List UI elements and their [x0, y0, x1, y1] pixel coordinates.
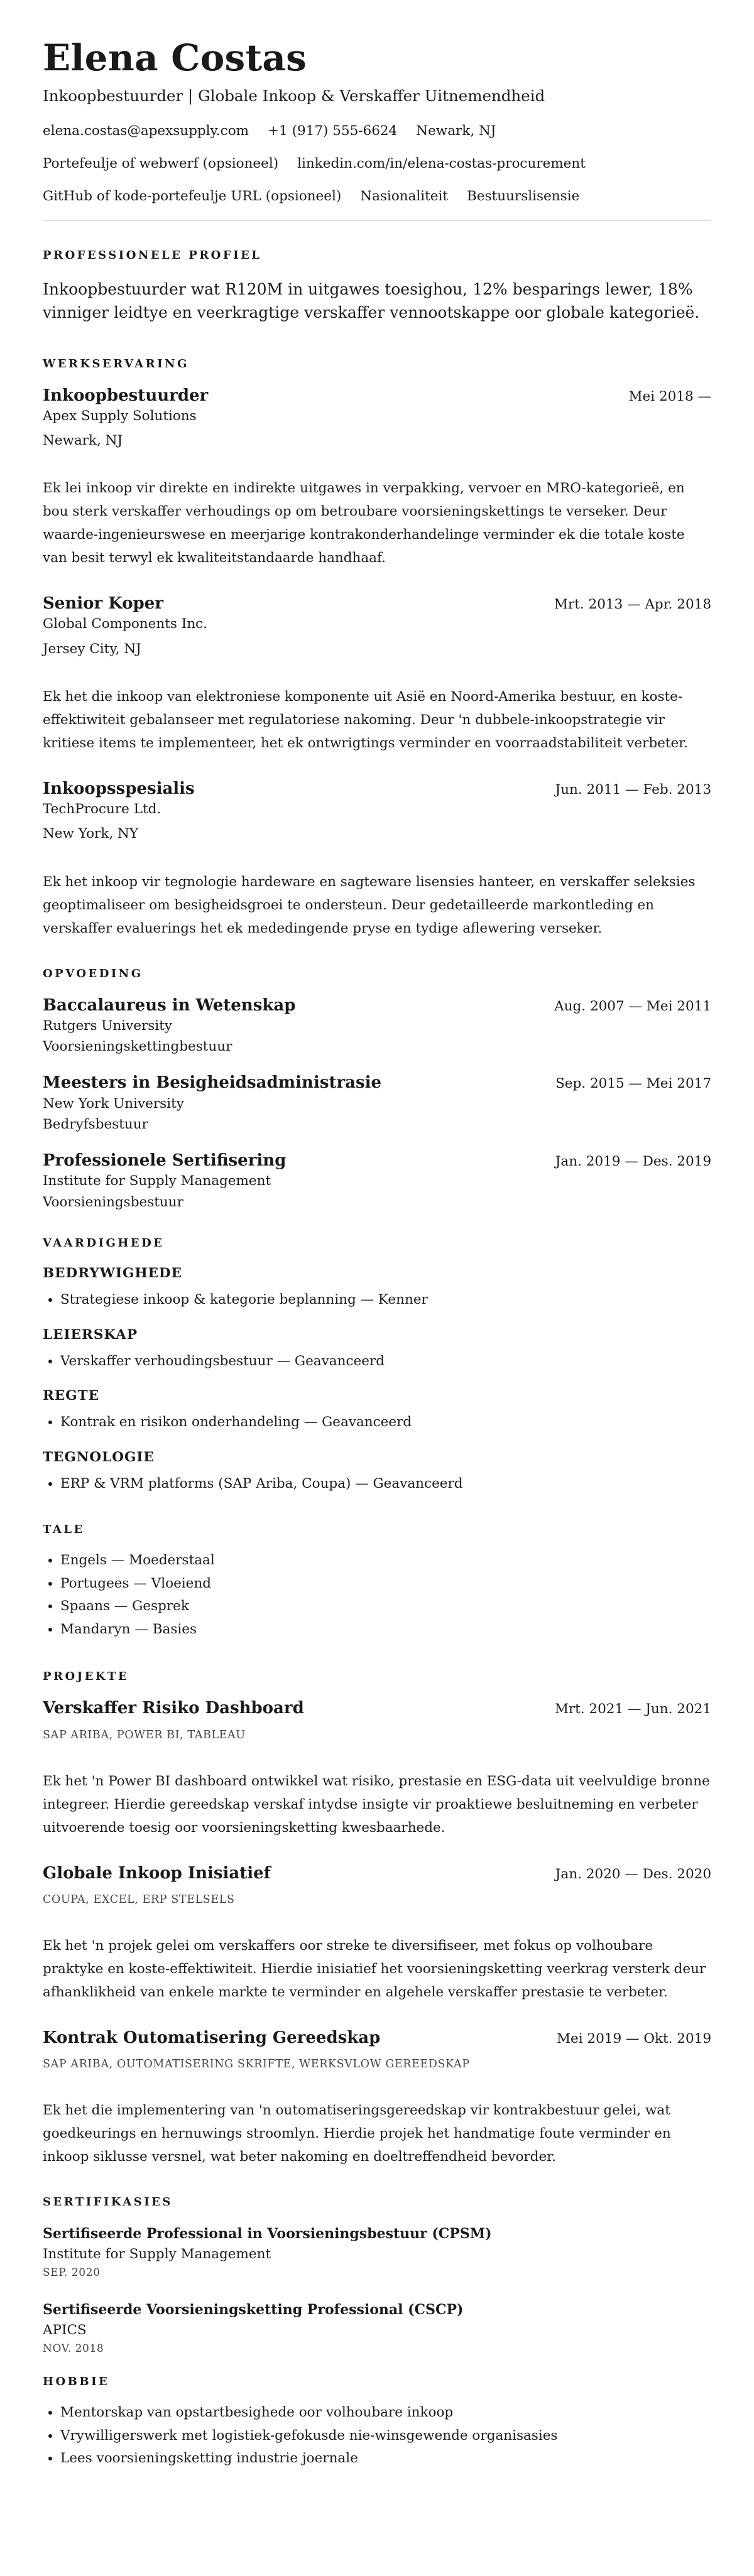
project-tech: COUPA, EXCEL, ERP STELSELS	[43, 1893, 235, 1906]
project-tech: SAP ARIBA, OUTOMATISERING SKRIFTE, WERKSVLOW GEREEDSKAP	[43, 2057, 470, 2070]
education-date: Sep. 2015 — Mei 2017	[555, 1076, 711, 1092]
certification-title: Sertifiseerde Voorsieningsketting Professional (CSCP)	[43, 2302, 464, 2319]
contact-line-3	[43, 188, 711, 205]
job-location: Newark, NJ	[43, 433, 123, 449]
project-date: Jan. 2020 — Des. 2020	[555, 1866, 711, 1882]
job-entry	[43, 779, 711, 941]
contact-line-1	[43, 122, 711, 140]
github-link[interactable]: GitHub of kode-portefeulje URL (opsioneel)	[43, 188, 342, 204]
field-of-study: Bedryfsbestuur	[43, 1116, 148, 1132]
job-date: Mrt. 2013 — Apr. 2018	[554, 597, 711, 613]
skill-list	[43, 1350, 711, 1373]
job-company: Apex Supply Solutions	[43, 408, 197, 424]
project-entry	[43, 1699, 711, 1839]
languages-section	[43, 1524, 711, 1641]
summary-heading: PROFESSIONELE PROFIEL	[43, 248, 262, 262]
hobby-list	[43, 2401, 711, 2470]
project-description: Ek het 'n projek gelei om verskaffers oor streke te diversifiseer, met fokus op volhoubare praktyke en koste-effektiwiteit. Hierdie inisiatief het voorsieningsketting veerkrag versterk deur afhanklikheid van enkele markte te verminder en algehele verskaffer prestasie te verbeter.	[43, 1937, 706, 2000]
job-description: Ek lei inkoop vir direkte en indirekte uitgawes in verpakking, vervoer en MRO-kategorieë, en bou sterk verskaffer verhoudings op om betroubare voorsieningskettings te verseker. Deur waarde-ingenieurswese en meerjarige kontrakonderhandelinge verminder ek die totale koste van besit terwyl ek kwaliteitstandaarde handhaaf.	[43, 480, 685, 566]
degree-title: Professionele Sertifisering	[43, 1151, 287, 1171]
education-entry	[43, 1151, 711, 1213]
experience-heading: WERKSERVARING	[43, 357, 189, 371]
skill-list	[43, 1411, 711, 1434]
job-location: New York, NY	[43, 826, 139, 842]
school-name: Rutgers University	[43, 1017, 172, 1034]
header-divider	[43, 220, 711, 221]
job-title: Senior Koper	[43, 594, 163, 614]
language-item: • Portugees — Vloeiend	[60, 1572, 711, 1596]
degree-title: Meesters in Besigheidsadministrasie	[43, 1073, 382, 1093]
skills-section	[43, 1238, 711, 1495]
languages-heading: TALE	[43, 1523, 85, 1537]
summary-text: Inkoopbestuurder wat R120M in uitgawes toesighou, 12% besparings lewer, 18% vinniger leidtye en veerkragtige verskaffer vennootskappe oor globale kategorieë.	[43, 279, 700, 322]
project-title: Kontrak Outomatisering Gereedskap	[43, 2028, 381, 2047]
job-company: Global Components Inc.	[43, 616, 207, 632]
hobbies-section	[43, 2376, 711, 2470]
candidate-name: Elena Costas	[43, 36, 307, 79]
project-date: Mei 2019 — Okt. 2019	[556, 2030, 711, 2047]
job-date: Jun. 2011 — Feb. 2013	[555, 781, 711, 798]
education-entry	[43, 996, 711, 1058]
phone-number[interactable]: +1 (917) 555-6624	[268, 122, 398, 139]
degree-title: Baccalaureus in Wetenskap	[43, 995, 296, 1015]
projects-section	[43, 1671, 711, 2168]
resume-header	[43, 36, 711, 205]
skills-heading: VAARDIGHEDE	[43, 1237, 165, 1250]
certification-date: SEP. 2020	[43, 2266, 101, 2279]
nationality: Nasionaliteit	[360, 188, 449, 204]
education-heading: OPVOEDING	[43, 966, 143, 980]
hobby-item: • Mentorskap van opstartbesighede oor volhoubare inkoop	[60, 2401, 711, 2425]
portfolio-link[interactable]: Portefeulje of webwerf (opsioneel)	[43, 155, 279, 171]
skill-category: TEGNOLOGIE	[43, 1449, 155, 1465]
email-link[interactable]: elena.costas@apexsupply.com	[43, 122, 249, 139]
hobby-item: • Lees voorsieningsketting industrie joernale	[60, 2447, 711, 2470]
certification-date: NOV. 2018	[43, 2342, 104, 2356]
certifications-section	[43, 2197, 711, 2358]
skill-item: • Strategiese inkoop & kategorie beplanning — Kenner	[60, 1289, 711, 1312]
school-name: Institute for Supply Management	[43, 1173, 271, 1189]
job-description: Ek het inkoop vir tegnologie hardeware en sagteware lisensies hanteer, en verskaffer seleksies geoptimaliseer om besigheidsgroei te ondersteun. Deur gedetailleerde markontleding en verskaffer evaluerings het ek mededingende pryse en tydige aflewering verseker.	[43, 874, 696, 936]
project-title: Globale Inkoop Inisiatief	[43, 1863, 271, 1883]
education-section	[43, 968, 711, 1213]
job-company: TechProcure Ltd.	[43, 801, 161, 818]
project-title: Verskaffer Risiko Dashboard	[43, 1699, 304, 1718]
experience-section	[43, 359, 711, 941]
skill-item: • Verskaffer verhoudingsbestuur — Geavanceerd	[60, 1350, 711, 1373]
field-of-study: Voorsieningskettingbestuur	[43, 1039, 232, 1055]
education-date: Jan. 2019 — Des. 2019	[555, 1154, 711, 1170]
job-entry	[43, 594, 711, 755]
project-date: Mrt. 2021 — Jun. 2021	[554, 1701, 711, 1718]
language-item: • Engels — Moederstaal	[60, 1549, 711, 1572]
drivers-license: Bestuurslisensie	[467, 188, 580, 204]
certification-entry	[43, 2300, 711, 2357]
linkedin-link[interactable]: linkedin.com/in/elena-costas-procurement	[297, 155, 586, 171]
certification-issuer: APICS	[43, 2322, 87, 2338]
language-item: • Mandaryn — Basies	[60, 1618, 711, 1642]
skill-list	[43, 1473, 711, 1496]
job-location: Jersey City, NJ	[43, 641, 141, 657]
certification-title: Sertifiseerde Professional in Voorsieningsbestuur (CPSM)	[43, 2225, 492, 2242]
project-description: Ek het 'n Power BI dashboard ontwikkel wat risiko, prestasie en ESG-data uit veelvuldige bronne integreer. Hierdie gereedskap verskaf intydse insigte vir proaktiewe besluitneming en verbeter uitvoerende toesig oor voorsieningsketting kwesbaarhede.	[43, 1773, 710, 1836]
job-title: Inkoopbestuurder	[43, 386, 209, 405]
job-entry	[43, 386, 711, 571]
skill-category: BEDRYWIGHEDE	[43, 1265, 183, 1282]
skill-category: LEIERSKAP	[43, 1326, 138, 1343]
job-title: Inkoopsspesialis	[43, 779, 195, 798]
certification-entry	[43, 2224, 711, 2281]
project-tech: SAP ARIBA, POWER BI, TABLEAU	[43, 1728, 246, 1741]
projects-heading: PROJEKTE	[43, 1670, 129, 1684]
job-date: Mei 2018 —	[628, 388, 711, 404]
education-entry	[43, 1073, 711, 1135]
language-list	[43, 1549, 711, 1641]
skill-list	[43, 1289, 711, 1312]
skill-item: • ERP & VRM platforms (SAP Ariba, Coupa) — Geavanceerd	[60, 1473, 711, 1496]
project-entry	[43, 1864, 711, 2005]
school-name: New York University	[43, 1095, 184, 1112]
project-description: Ek het die implementering van 'n outomatiseringsgereedskap vir kontrakbestuur gelei, wat goedkeurings en hernuwings stroomlyn. Hierdie projek het handmatige foute verminder en inkoop siklusse versnel, wat beter nakoming en doeltreffendheid bevorder.	[43, 2102, 671, 2165]
certification-issuer: Institute for Supply Management	[43, 2246, 271, 2262]
hobbies-heading: HOBBIE	[43, 2375, 110, 2389]
skill-item: • Kontrak en risikon onderhandeling — Geavanceerd	[60, 1411, 711, 1434]
location: Newark, NJ	[416, 122, 496, 139]
job-description: Ek het die inkoop van elektroniese komponente uit Asië en Noord-Amerika bestuur, en koste-effektiwiteit gebalanseer met regulatoriese nakoming. Deur 'n dubbele-inkoopstrategie vir kritiese items te implementeer, het ek ontwrigtings verminder en voorraadstabiliteit verbeter.	[43, 689, 688, 751]
hobby-item: • Vrywilligerswerk met logistiek-gefokusde nie-winsgewende organisasies	[60, 2425, 711, 2448]
language-item: • Spaans — Gesprek	[60, 1595, 711, 1618]
contact-line-2	[43, 155, 711, 173]
project-entry	[43, 2028, 711, 2169]
field-of-study: Voorsieningsbestuur	[43, 1194, 183, 1210]
skill-category: REGTE	[43, 1388, 100, 1404]
education-date: Aug. 2007 — Mei 2011	[554, 998, 711, 1014]
certifications-heading: SERTIFIKASIES	[43, 2195, 173, 2209]
candidate-headline: Inkoopbestuurder | Globale Inkoop & Verskaffer Uitnemendheid	[43, 86, 545, 105]
summary-section	[43, 250, 711, 325]
